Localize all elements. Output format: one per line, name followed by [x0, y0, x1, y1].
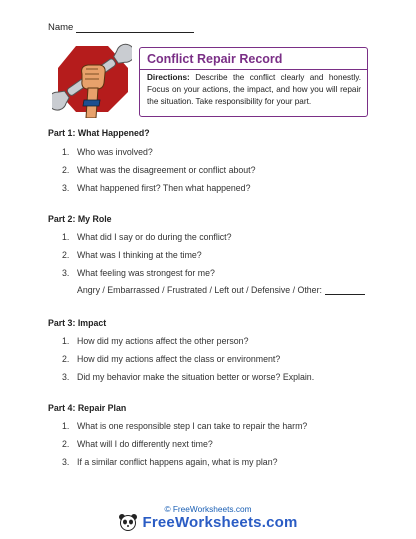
header-box — [139, 47, 368, 117]
question — [62, 372, 314, 382]
part-4-title: Part 4: Repair Plan — [48, 403, 127, 413]
footer-brand — [0, 513, 416, 531]
name-label: Name — [48, 22, 74, 33]
question-number: 3. — [62, 372, 70, 382]
other-feeling-field[interactable] — [325, 285, 365, 295]
brand-name: FreeWorksheets.com — [142, 513, 298, 531]
name-row — [48, 22, 194, 33]
worksheet-title: Conflict Repair Record — [147, 52, 283, 66]
feelings-text: Angry / Embarrassed / Frustrated / Left out / Defensive / Other: — [77, 285, 322, 295]
question — [62, 147, 153, 157]
part-3-title: Part 3: Impact — [48, 318, 107, 328]
question — [62, 354, 280, 364]
question-text: How did my actions affect the class or environment? — [77, 354, 281, 364]
question — [62, 165, 255, 175]
question-number: 3. — [62, 268, 70, 278]
part-2-title: Part 2: My Role — [48, 214, 112, 224]
feelings-options — [77, 285, 365, 295]
question-text: What was I thinking at the time? — [77, 250, 202, 260]
question-text: What is one responsible step I can take to repair the harm? — [77, 421, 308, 431]
question — [62, 232, 232, 242]
question-text: What did I say or do during the conflict? — [77, 232, 232, 242]
directions-text: Describe the conflict clearly and honestly. Focus on your actions, the impact, and how you will repair the situation. Take responsibility for your part. — [147, 73, 361, 106]
question — [62, 457, 277, 467]
question — [62, 336, 248, 346]
question-number: 1. — [62, 232, 70, 242]
question-text: Did my behavior make the situation better or worse? Explain. — [77, 372, 315, 382]
question-number: 3. — [62, 183, 70, 193]
question-number: 1. — [62, 147, 70, 157]
panda-icon — [118, 513, 138, 531]
question — [62, 250, 202, 260]
part-1-title: Part 1: What Happened? — [48, 128, 150, 138]
question — [62, 268, 215, 278]
question-number: 2. — [62, 354, 70, 364]
header-divider — [140, 69, 367, 70]
directions — [147, 72, 361, 108]
question-text: Who was involved? — [77, 147, 153, 157]
question — [62, 421, 307, 431]
question-text: What will I do differently next time? — [77, 439, 213, 449]
question-text: What was the disagreement or conflict about? — [77, 165, 256, 175]
footer-url[interactable]: © FreeWorksheets.com — [164, 504, 252, 514]
question-text: How did my actions affect the other person? — [77, 336, 249, 346]
question-number: 3. — [62, 457, 70, 467]
question-text: What happened first? Then what happened? — [77, 183, 251, 193]
question-text: If a similar conflict happens again, what is my plan? — [77, 457, 278, 467]
question-number: 1. — [62, 421, 70, 431]
question-number: 2. — [62, 165, 70, 175]
question-number: 2. — [62, 439, 70, 449]
directions-label: Directions: — [147, 73, 190, 82]
question-number: 1. — [62, 336, 70, 346]
question-number: 2. — [62, 250, 70, 260]
question — [62, 439, 213, 449]
wrench-fist-icon — [52, 40, 132, 118]
question-text: What feeling was strongest for me? — [77, 268, 215, 278]
name-field[interactable] — [76, 22, 194, 33]
question — [62, 183, 250, 193]
